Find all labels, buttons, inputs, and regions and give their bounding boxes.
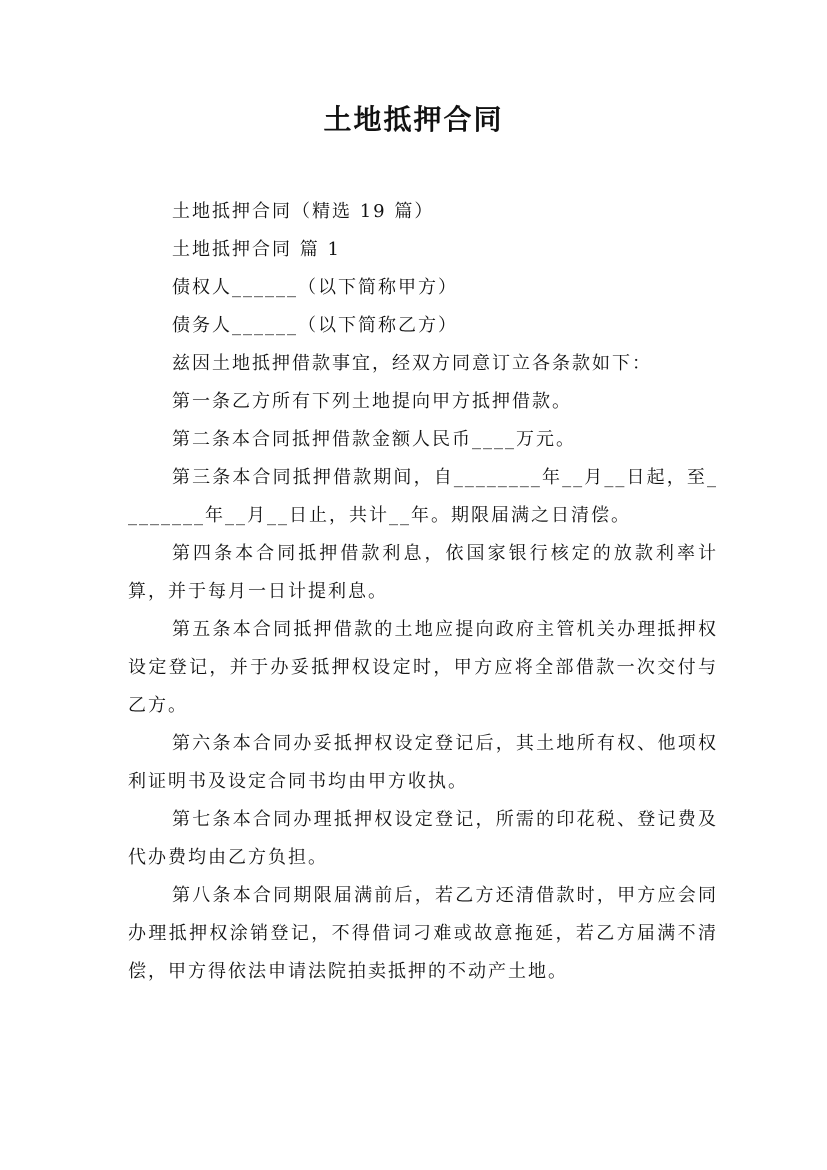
paragraph-article-5: 第五条本合同抵押借款的土地应提向政府主管机关办理抵押权设定登记，并于办妥抵押权设定时，甲方应将全部借款一次交付与乙方。 [128,619,718,716]
paragraph-article-1: 第一条乙方所有下列土地提向甲方抵押借款。 [172,391,572,412]
paragraph-article-7: 第七条本合同办理抵押权设定登记，所需的印花税、登记费及代办费均由乙方负担。 [128,809,718,868]
paragraph-preamble: 兹因土地抵押借款事宜，经双方同意订立各条款如下： [172,353,652,374]
paragraph-creditor: 债权人______（以下简称甲方） [172,277,458,298]
document-title: 土地抵押合同 [323,103,504,136]
paragraph-subtitle: 土地抵押合同（精选 19 篇） [172,201,435,222]
paragraph-article-6: 第六条本合同办妥抵押权设定登记后，其土地所有权、他项权利证明书及设定合同书均由甲方收执。 [128,733,718,792]
paragraph-section-heading: 土地抵押合同 篇 1 [172,239,341,260]
paragraph-debtor: 债务人______（以下简称乙方） [172,315,458,336]
paragraph-article-3: 第三条本合同抵押借款期间，自________年__月__日起，至________年__月__日止，共计__年。期限届满之日清偿。 [128,467,718,526]
paragraph-article-8: 第八条本合同期限届满前后，若乙方还清借款时，甲方应会同办理抵押权涂销登记，不得借词刁难或故意拖延，若乙方届满不清偿，甲方得依法申请法院拍卖抵押的不动产土地。 [128,885,718,982]
paragraph-article-4: 第四条本合同抵押借款利息，依国家银行核定的放款利率计算，并于每月一日计提利息。 [128,543,718,602]
document-body [128,193,718,991]
paragraph-article-2: 第二条本合同抵押借款金额人民币____万元。 [172,429,576,450]
